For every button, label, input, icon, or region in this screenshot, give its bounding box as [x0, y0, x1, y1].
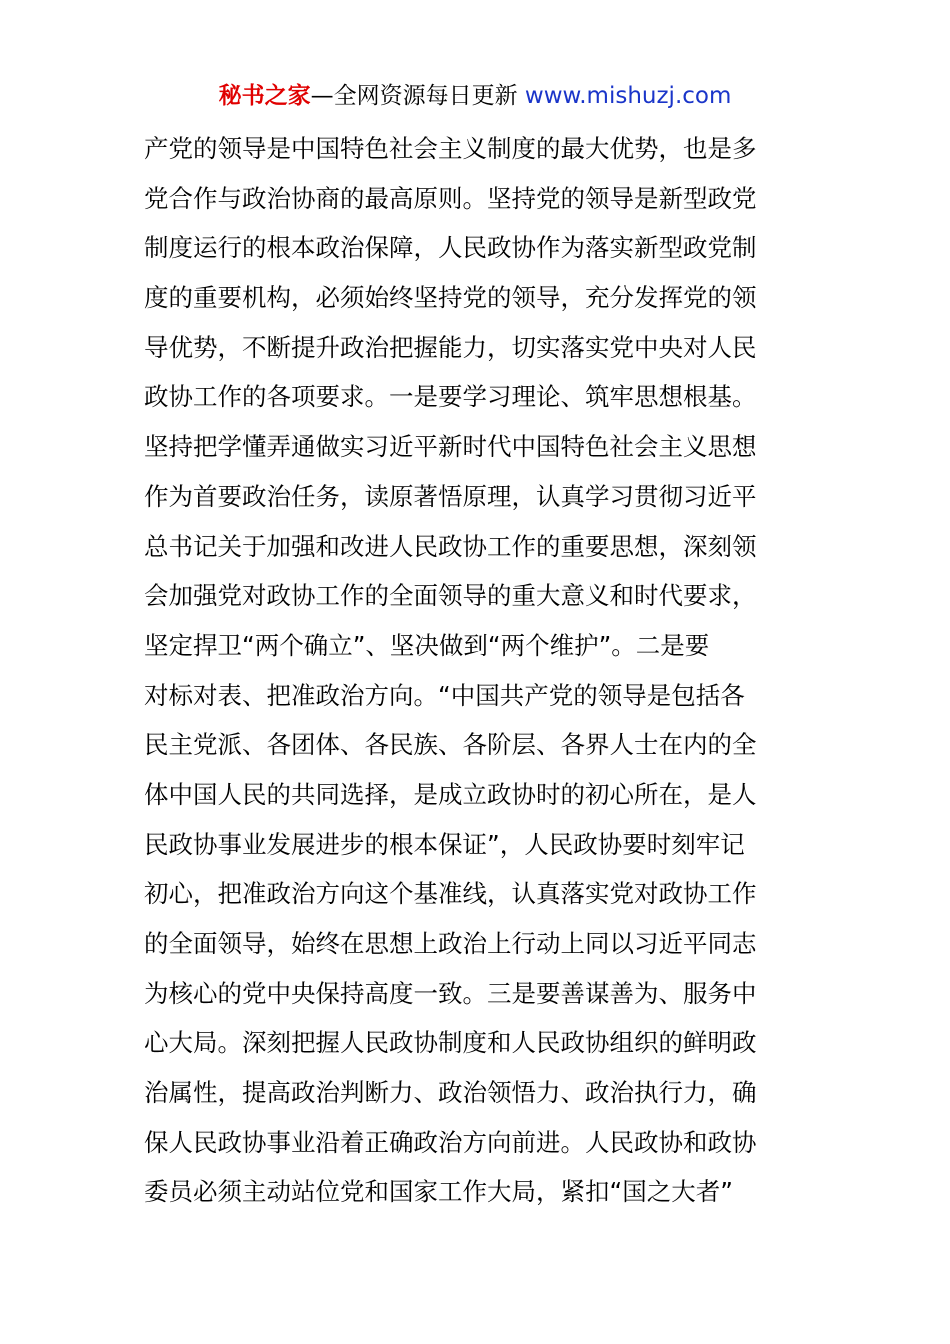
site-brand: 秘书之家: [218, 83, 311, 109]
body-line: 制度运行的根本政治保障，人民政协作为落实新型政党制: [144, 233, 757, 263]
site-tagline: —全网资源每日更新: [310, 83, 525, 109]
body-line: 的全面领导，始终在思想上政治上行动上同以习近平同志: [144, 929, 757, 958]
document-body: [144, 124, 814, 1217]
body-line: 导优势，不断提升政治把握能力，切实落实党中央对人民: [144, 332, 757, 362]
body-line: 体中国人民的共同选择，是成立政协时的初心所在，是人: [144, 779, 757, 809]
body-line: 总书记关于加强和改进人民政协工作的重要思想，深刻领: [144, 531, 757, 561]
body-line: 治属性，提高政治判断力、政治领悟力、政治执行力，确: [144, 1078, 757, 1108]
body-line: 为核心的党中央保持高度一致。三是要善谋善为、服务中: [144, 978, 757, 1008]
body-line: 对标对表、把准政治方向。“中国共产党的领导是包括各: [144, 680, 745, 710]
body-line: 度的重要机构，必须始终坚持党的领导，充分发挥党的领: [144, 283, 757, 313]
body-line: 心大局。深刻把握人民政协制度和人民政协组织的鲜明政: [144, 1028, 757, 1058]
body-line: 保人民政协事业沿着正确政治方向前进。人民政协和政协: [144, 1127, 757, 1157]
body-line: 委员必须主动站位党和国家工作大局，紧扣“国之大者”: [144, 1177, 733, 1207]
body-line: 民主党派、各团体、各民族、各阶层、各界人士在内的全: [144, 730, 757, 760]
body-line: 坚定捍卫“两个确立”、坚决做到“两个维护”。二是要: [144, 630, 710, 660]
body-line: 产党的领导是中国特色社会主义制度的最大优势，也是多: [144, 134, 757, 163]
body-line: 党合作与政治协商的最高原则。坚持党的领导是新型政党: [144, 183, 757, 213]
body-line: 坚持把学懂弄通做实习近平新时代中国特色社会主义思想: [144, 432, 757, 462]
body-line: 作为首要政治任务，读原著悟原理，认真学习贯彻习近平: [144, 481, 757, 511]
body-line: 初心，把准政治方向这个基准线，认真落实党对政协工作: [144, 879, 757, 909]
body-line: 民政协事业发展进步的根本保证”，人民政协要时刻牢记: [144, 829, 745, 859]
body-line: 会加强党对政协工作的全面领导的重大意义和时代要求，: [144, 581, 757, 611]
site-header: [0, 80, 950, 112]
site-url-link[interactable]: www.mishuzj.com: [524, 83, 732, 109]
body-line: 政协工作的各项要求。一是要学习理论、筑牢思想根基。: [144, 382, 757, 412]
